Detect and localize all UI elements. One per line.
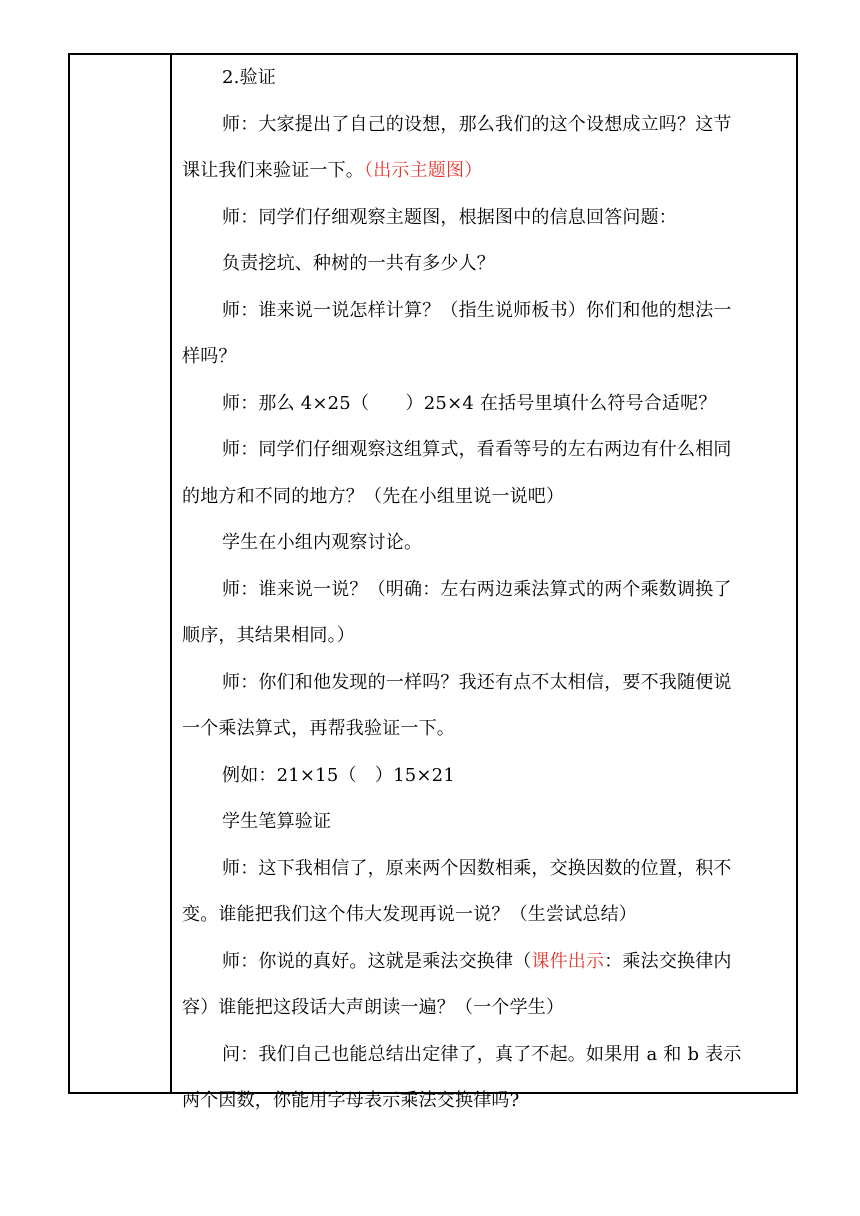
paragraph-line (182, 381, 792, 428)
line-text: 师：这下我相信了，原来两个因数相乘，交换因数的位置，积不 (222, 857, 732, 879)
line-text: 容）谁能把这段话大声朗读一遍？（一个学生） (182, 997, 565, 1018)
line-text: 师：同学们仔细观察主题图，根据图中的信息回答问题： (222, 206, 677, 228)
line-text: ：乘法交换律内 (604, 950, 732, 972)
line-text: 顺序，其结果相同。） (182, 625, 355, 646)
paragraph-line (182, 241, 792, 288)
paragraph-line (182, 288, 792, 335)
line-text: 学生笔算验证 (222, 811, 332, 832)
line-text: 问：我们自己也能总结出定律了，真了不起。如果用 a 和 b 表示 (222, 1043, 742, 1065)
line-text: 例如：21×15（ ）15×21 (222, 764, 455, 786)
highlighted-text: 课件出示 (531, 950, 605, 972)
paragraph-line (182, 660, 792, 707)
paragraph-line (182, 102, 792, 149)
paragraph-line (182, 334, 792, 381)
paragraph-line (182, 939, 792, 986)
paragraph-line (182, 474, 792, 521)
line-text: 师：你们和他发现的一样吗？我还有点不太相信，要不我随便说 (222, 671, 732, 693)
line-text: 师：谁来说一说？（明确：左右两边乘法算式的两个乘数调换了 (222, 578, 732, 600)
line-text: 师：你说的真好。这就是乘法交换律（ (222, 950, 532, 972)
paragraph-line (182, 846, 792, 893)
paragraph-line (182, 195, 792, 242)
line-text: 样吗？ (182, 346, 237, 367)
paragraph-line (182, 1078, 792, 1125)
line-text: 变。谁能把我们这个伟大发现再说一说？（生尝试总结） (182, 904, 637, 925)
paragraph-line (182, 985, 792, 1032)
highlighted-text: （出示主题图） (364, 160, 483, 181)
paragraph-line (182, 1032, 792, 1079)
line-text: 师：那么 4×25（ ）25×4 在括号里填什么符号合适呢？ (222, 392, 717, 414)
line-text: 师：大家提出了自己的设想，那么我们的这个设想成立吗？这节 (222, 113, 732, 135)
paragraph-line (182, 753, 792, 800)
line-text: 课让我们来验证一下。 (182, 160, 364, 181)
line-text: 2.验证 (222, 67, 276, 88)
paragraph-line (182, 799, 792, 846)
paragraph-line (182, 520, 792, 567)
paragraph-line (182, 148, 792, 195)
line-text: 两个因数，你能用字母表示乘法交换律吗? (182, 1090, 520, 1111)
line-text: 的地方和不同的地方？（先在小组里说一说吧） (182, 485, 565, 507)
line-text: 一个乘法算式，再帮我验证一下。 (182, 718, 455, 739)
line-text: 学生在小组内观察讨论。 (222, 532, 423, 553)
line-text: 负责挖坑、种树的一共有多少人？ (222, 253, 495, 274)
paragraph-line (182, 427, 792, 474)
paragraph-line (182, 567, 792, 614)
table-column-divider (170, 53, 172, 1094)
line-text: 师：谁来说一说怎样计算？（指生说师板书）你们和他的想法一 (222, 299, 732, 321)
paragraph-line (182, 613, 792, 660)
line-text: 师：同学们仔细观察这组算式，看看等号的左右两边有什么相同 (222, 439, 732, 460)
paragraph-line (182, 892, 792, 939)
paragraph-line (182, 706, 792, 753)
paragraph-line (182, 55, 792, 102)
lesson-content (182, 55, 792, 1125)
